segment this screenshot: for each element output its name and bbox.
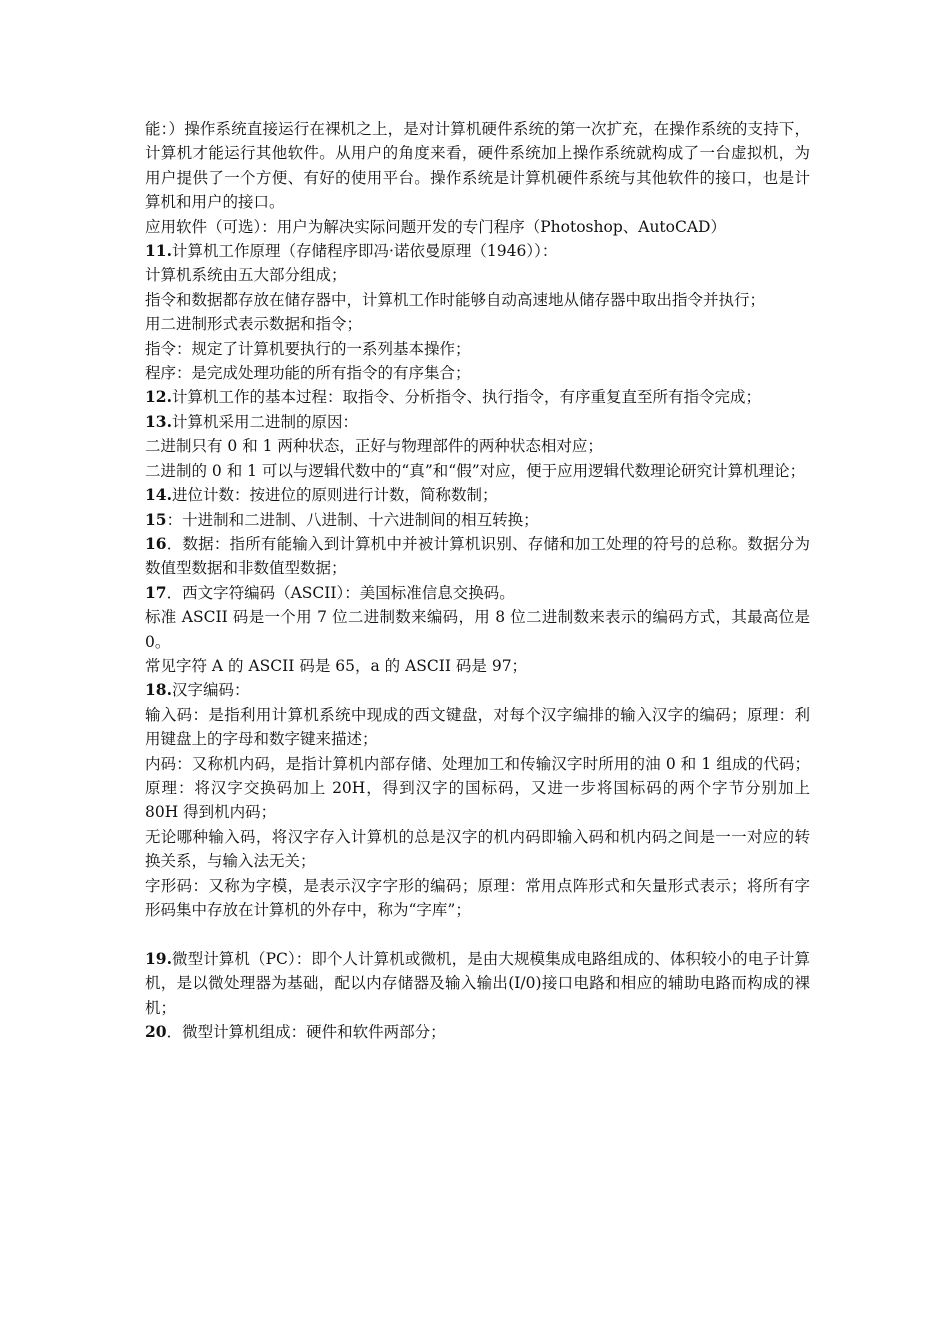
paragraph-text: 程序：是完成处理功能的所有指令的有序集合； bbox=[145, 364, 471, 383]
paragraph bbox=[145, 947, 810, 1020]
item-number: 19. bbox=[145, 948, 172, 968]
paragraph bbox=[145, 361, 810, 385]
paragraph bbox=[145, 654, 810, 678]
paragraph bbox=[145, 752, 810, 825]
paragraph bbox=[145, 678, 810, 702]
item-number: 15 bbox=[145, 509, 167, 529]
paragraph bbox=[145, 703, 810, 752]
paragraph-text: ．西文字符编码（ASCII）：美国标准信息交换码。 bbox=[166, 583, 515, 602]
paragraph-text: 用二进制形式表示数据和指令； bbox=[145, 315, 363, 334]
paragraph-text: 汉字编码： bbox=[171, 681, 250, 700]
paragraph bbox=[145, 263, 810, 287]
document-body bbox=[145, 117, 810, 1044]
item-number: 11. bbox=[145, 241, 172, 261]
paragraph-text: 计算机工作原理（存储程序即冯·诺依曼原理（1946））： bbox=[171, 242, 558, 261]
paragraph bbox=[145, 508, 810, 532]
paragraph bbox=[145, 1020, 810, 1044]
paragraph bbox=[145, 337, 810, 361]
paragraph bbox=[145, 385, 810, 409]
paragraph-text: 无论哪种输入码，将汉字存入计算机的总是汉字的机内码即输入码和机内码之间是一一对应的转换关系，与输入法无关； bbox=[145, 827, 810, 871]
paragraph-text: 计算机工作的基本过程：取指令、分析指令、执行指令，有序重复直至所有指令完成； bbox=[171, 388, 761, 407]
paragraph bbox=[145, 288, 810, 312]
item-number: 13. bbox=[145, 411, 172, 431]
paragraph-text: ：十进制和二进制、八进制、十六进制间的相互转换； bbox=[166, 510, 539, 529]
item-number: 18. bbox=[145, 680, 172, 700]
paragraph-text: 应用软件（可选）：用户为解决实际问题开发的专门程序（Photoshop、AutoCAD） bbox=[145, 217, 726, 236]
paragraph bbox=[145, 117, 810, 215]
paragraph bbox=[145, 434, 810, 458]
paragraph bbox=[145, 581, 810, 605]
item-number: 20 bbox=[145, 1022, 167, 1042]
paragraph-text: 能：）操作系统直接运行在裸机之上，是对计算机硬件系统的第一次扩充，在操作系统的支持下，计算机才能运行其他软件。从用户的角度来看，硬件系统加上操作系统就构成了一台虚拟机，为用户提供了一个方便、有好的使用平台。操作系统是计算机硬件系统与其他软件的接口，也是计算机和用户的接口。 bbox=[145, 120, 810, 212]
paragraph bbox=[145, 239, 810, 263]
paragraph-text: 标准 ASCII 码是一个用 7 位二进制数来编码，用 8 位二进制数来表示的编码方式，其最高位是 0。 bbox=[145, 608, 810, 651]
paragraph-text: ．微型计算机组成：硬件和软件两部分； bbox=[166, 1023, 446, 1042]
paragraph bbox=[145, 605, 810, 654]
item-number: 12. bbox=[145, 387, 172, 407]
paragraph-text: 二进制的 0 和 1 可以与逻辑代数中的“真”和“假”对应，便于应用逻辑代数理论研究计算机理论； bbox=[145, 461, 806, 480]
item-number: 17 bbox=[145, 582, 167, 602]
paragraph-text: 微型计算机（PC）：即个人计算机或微机，是由大规模集成电路组成的、体积较小的电子计算机，是以微处理器为基础，配以内存储器及输入输出(I/0)接口电路和相应的辅助电路而构成的裸机； bbox=[145, 949, 810, 1017]
item-number: 14. bbox=[145, 485, 172, 505]
paragraph-text: 二进制只有 0 和 1 两种状态，正好与物理部件的两种状态相对应； bbox=[145, 437, 603, 456]
paragraph bbox=[145, 410, 810, 434]
blank-line bbox=[145, 922, 810, 946]
paragraph-text: 计算机采用二进制的原因： bbox=[171, 412, 358, 431]
paragraph-text: 指令：规定了计算机要执行的一系列基本操作； bbox=[145, 339, 471, 358]
paragraph bbox=[145, 459, 810, 483]
paragraph bbox=[145, 874, 810, 923]
paragraph bbox=[145, 312, 810, 336]
paragraph bbox=[145, 532, 810, 581]
paragraph-text: 字形码：又称为字模，是表示汉字字形的编码；原理：常用点阵形式和矢量形式表示；将所有字形码集中存放在计算机的外存中，称为“字库”； bbox=[145, 876, 810, 919]
paragraph-text: 计算机系统由五大部分组成； bbox=[145, 266, 347, 285]
paragraph-text: 常见字符 A 的 ASCII 码是 65，a 的 ASCII 码是 97； bbox=[145, 656, 528, 675]
paragraph bbox=[145, 215, 810, 239]
paragraph-text: 输入码：是指利用计算机系统中现成的西文键盘，对每个汉字编排的输入汉字的编码；原理：利用键盘上的字母和数字键来描述； bbox=[145, 705, 810, 749]
paragraph-text: 进位计数：按进位的原则进行计数，简称数制； bbox=[171, 486, 498, 505]
item-number: 16 bbox=[145, 533, 167, 553]
paragraph bbox=[145, 483, 810, 507]
paragraph-text: ．数据：指所有能输入到计算机中并被计算机识别、存储和加工处理的符号的总称。数据分为数值型数据和非数值型数据； bbox=[145, 534, 810, 578]
paragraph-text: 内码：又称机内码，是指计算机内部存储、处理加工和传输汉字时所用的油 0 和 1 组成的代码；原理：将汉字交换码加上 20H，得到汉字的国标码，又进一步将国标码的两个字节分别加上 80H 得到机内码； bbox=[145, 754, 810, 822]
paragraph bbox=[145, 825, 810, 874]
paragraph-text: 指令和数据都存放在储存器中，计算机工作时能够自动高速地从储存器中取出指令并执行； bbox=[145, 290, 766, 309]
